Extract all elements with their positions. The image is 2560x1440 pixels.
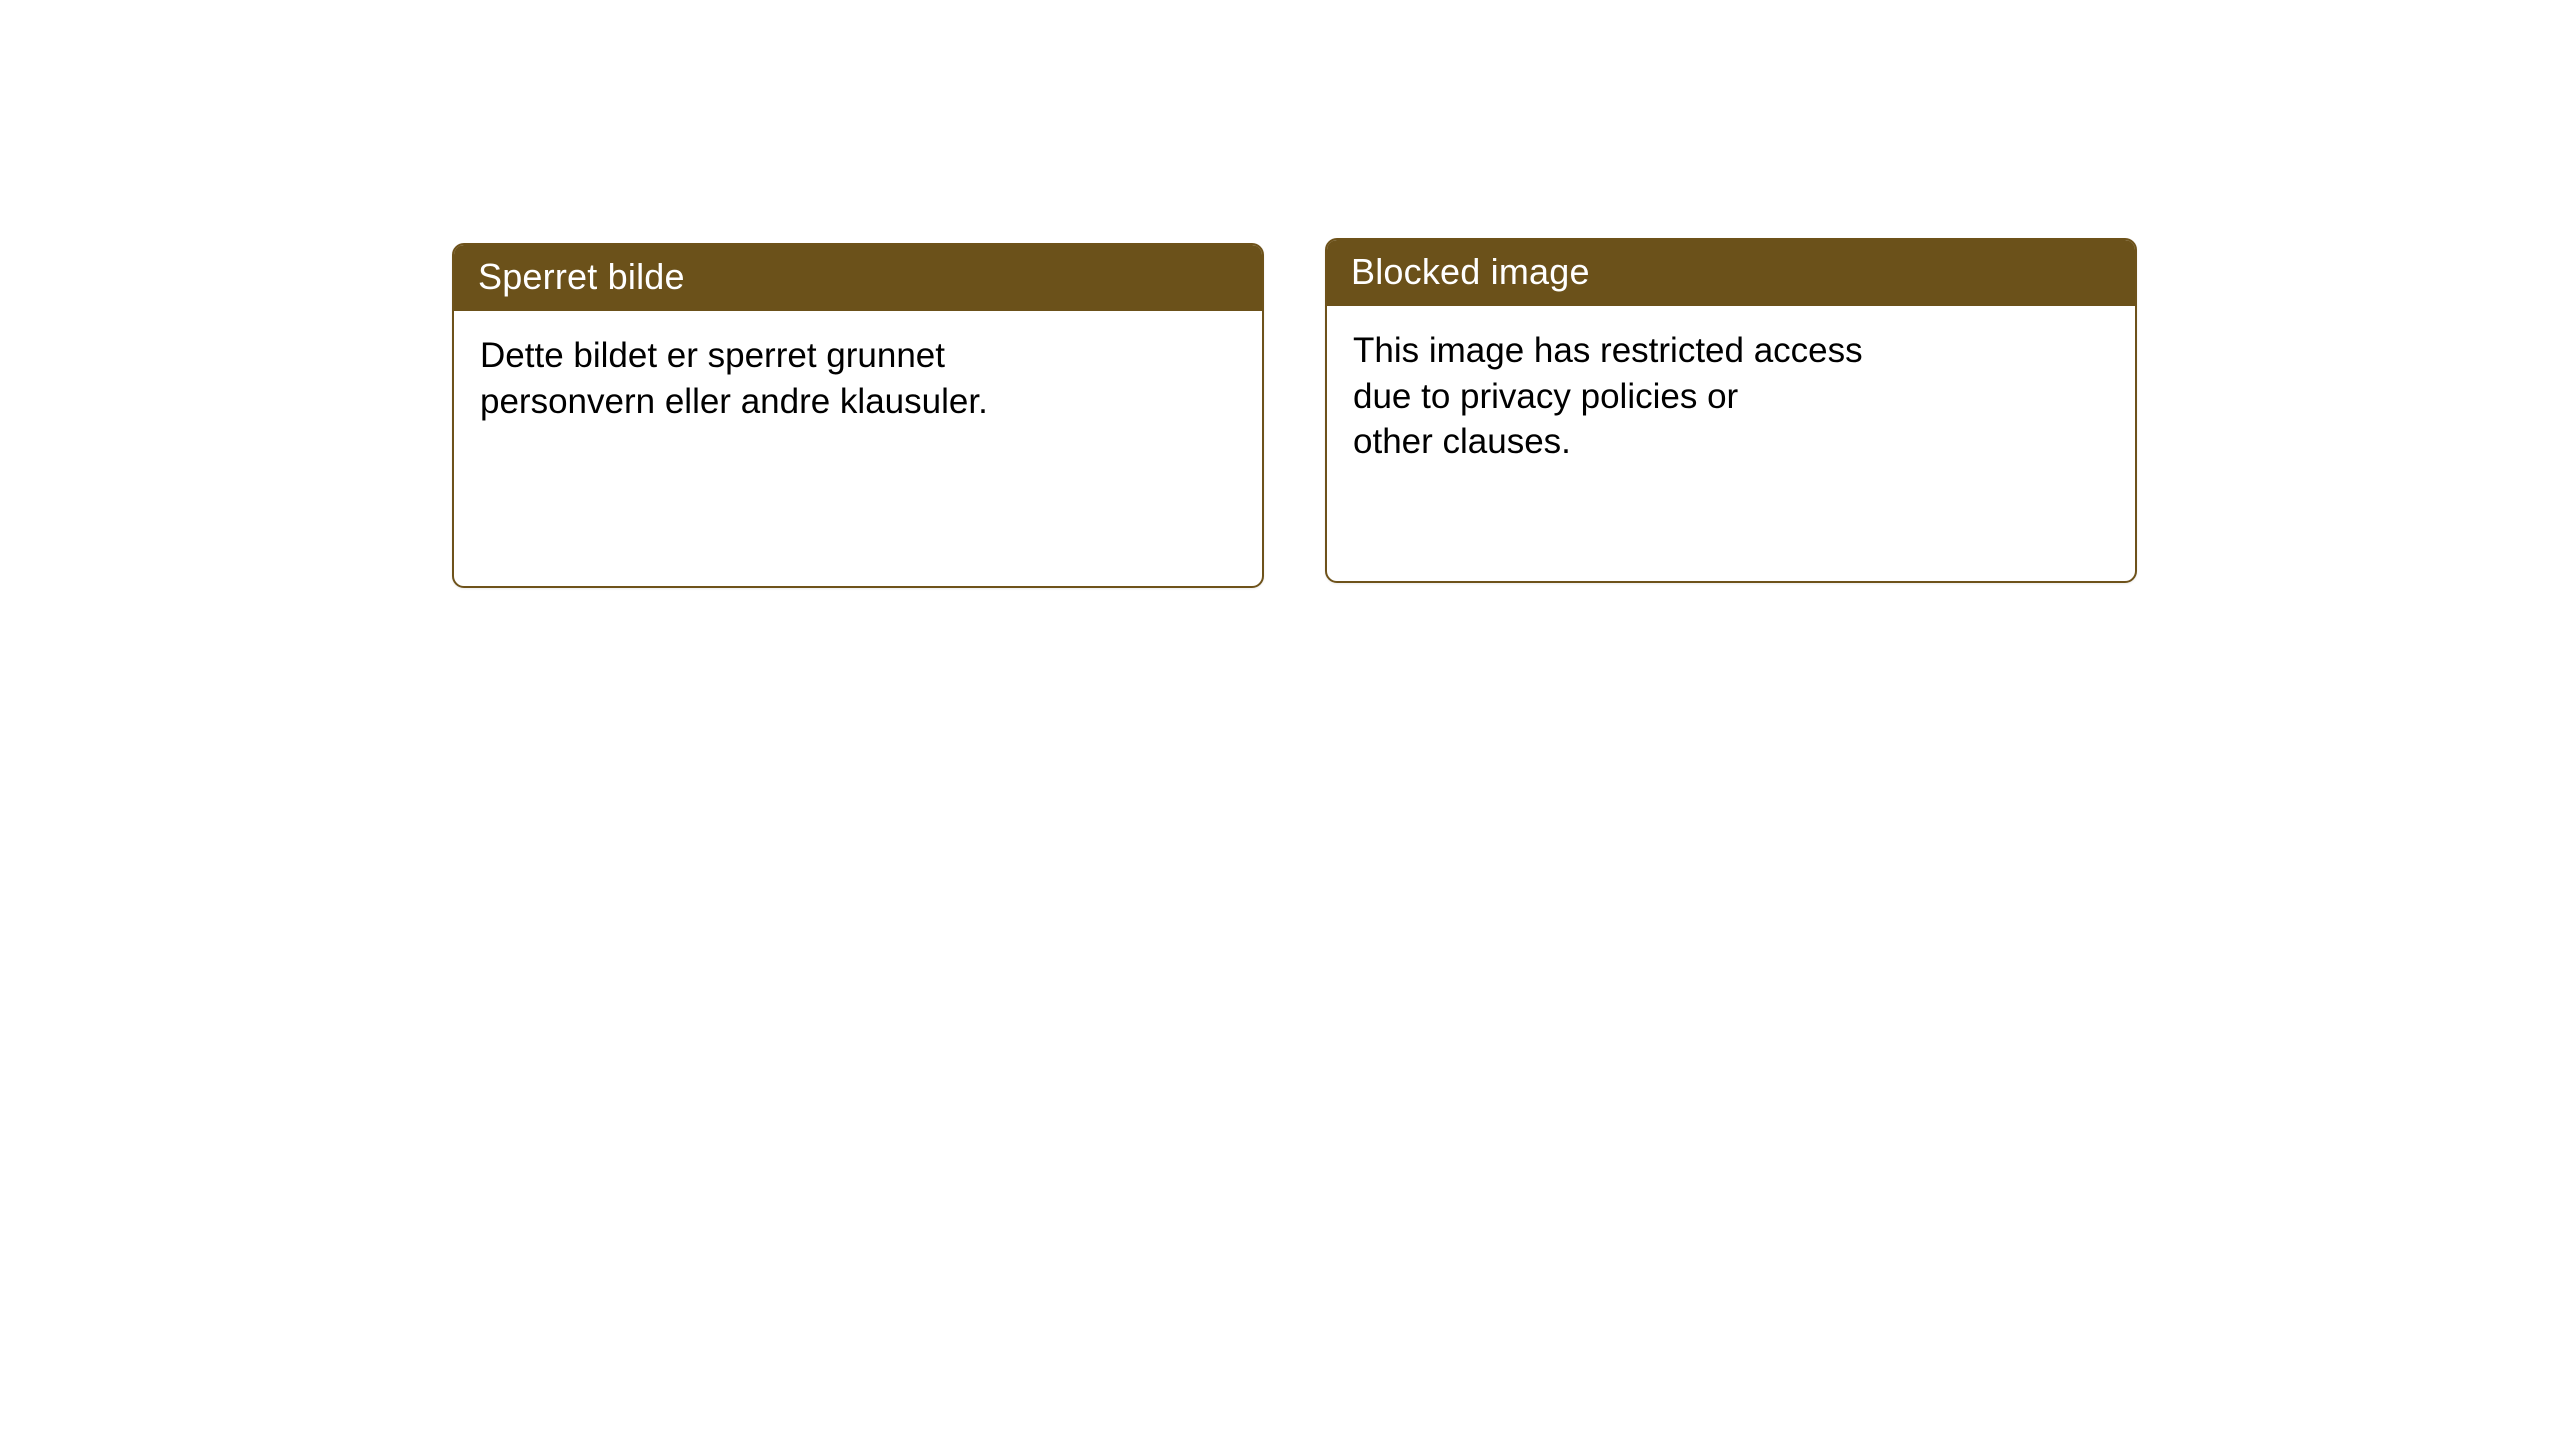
card-body-no	[454, 311, 1262, 448]
card-body-line: personvern eller andre klausuler.	[480, 381, 988, 421]
card-body-line: due to privacy policies or	[1353, 376, 1739, 416]
card-title-no: Sperret bilde	[454, 245, 1262, 311]
card-body-line: This image has restricted access	[1353, 331, 1863, 370]
blocked-image-notice-no	[452, 243, 1264, 588]
card-body-line: other clauses.	[1353, 422, 1571, 461]
card-body-en	[1327, 306, 2135, 489]
blocked-image-notice-en	[1325, 238, 2137, 583]
card-body-line: Dette bildet er sperret grunnet	[480, 336, 945, 375]
card-title-en: Blocked image	[1327, 240, 2135, 306]
